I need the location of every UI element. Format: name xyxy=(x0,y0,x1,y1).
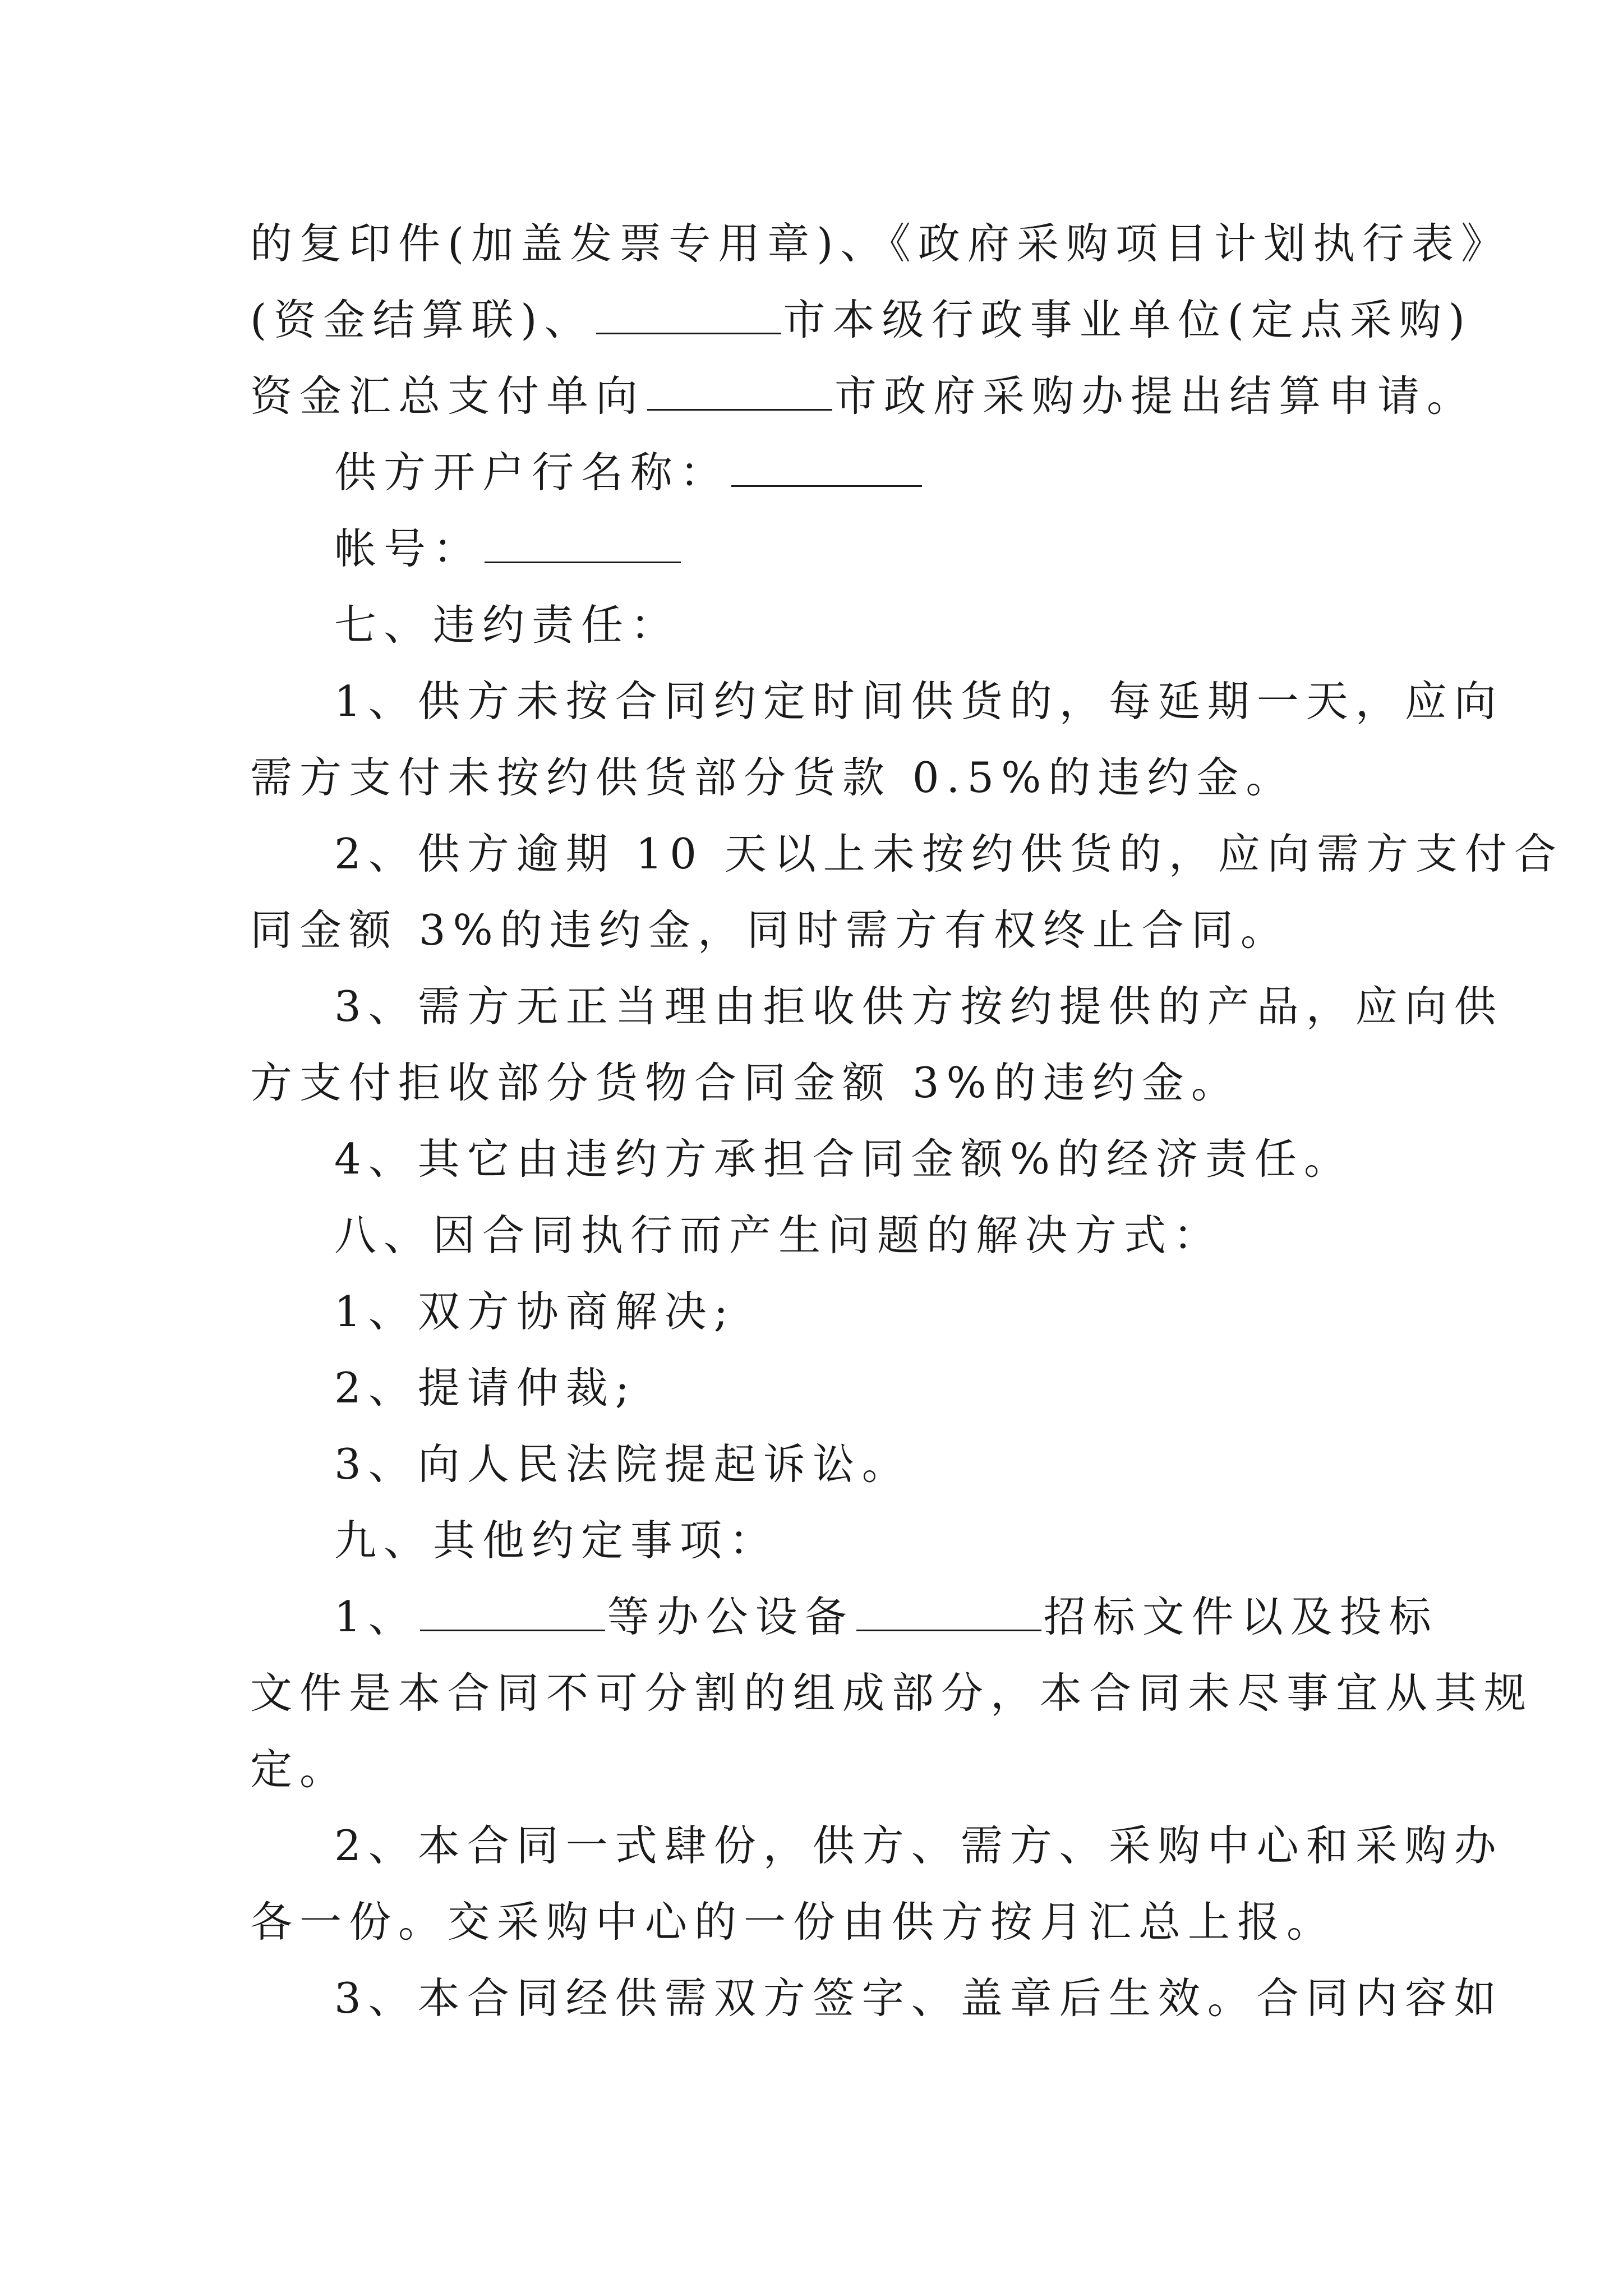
text-span: 资金汇总支付单向 xyxy=(250,371,645,421)
text-span: 2、提请仲裁; xyxy=(334,1363,637,1412)
text-line xyxy=(250,1741,349,1797)
fill-in-blank xyxy=(596,292,781,334)
text-line xyxy=(334,978,1504,1034)
fill-in-blank xyxy=(647,369,832,411)
text-span: 等办公设备 xyxy=(607,1592,854,1641)
text-line xyxy=(250,749,1295,806)
text-line xyxy=(334,673,1504,729)
text-line xyxy=(250,292,1472,348)
text-span: 3、需方无正当理由拒收供方按约提供的产品，应向供 xyxy=(334,982,1504,1031)
text-line xyxy=(250,1665,1533,1721)
text-line xyxy=(250,215,1510,272)
text-span: 3、本合同经供需双方签字、盖章后生效。合同内容如 xyxy=(334,1973,1504,2023)
text-line xyxy=(334,1283,735,1340)
fill-in-blank xyxy=(420,1589,605,1631)
section-heading xyxy=(334,597,680,653)
text-span: 同金额 3%的违约金，同时需方有权终止合同。 xyxy=(250,905,1290,955)
text-line xyxy=(334,1818,1504,1874)
text-span: 2、供方逾期 10 天以上未按约供货的，应向需方支付合 xyxy=(334,829,1564,878)
text-line xyxy=(334,444,924,500)
text-line xyxy=(334,1131,1353,1187)
text-span: 1、双方协商解决; xyxy=(334,1287,735,1336)
text-span: 1、供方未按合同约定时间供货的，每延期一天，应向 xyxy=(334,677,1504,726)
text-line xyxy=(334,1360,637,1416)
text-line xyxy=(250,368,1476,424)
text-span: (资金结算联)、 xyxy=(250,295,594,344)
text-span: 文件是本合同不可分割的组成部分，本合同未尽事宜从其规 xyxy=(250,1668,1534,1718)
text-span: 七、违约责任： xyxy=(334,600,680,650)
text-span: 定。 xyxy=(250,1745,349,1794)
fill-in-blank xyxy=(856,1589,1041,1631)
text-line xyxy=(334,1970,1504,2026)
text-line xyxy=(334,1589,1438,1645)
text-span: 供方开户行名称： xyxy=(334,448,730,497)
section-heading xyxy=(334,1207,1223,1263)
text-span: 九、其他约定事项： xyxy=(334,1516,779,1565)
section-heading xyxy=(334,1512,778,1568)
text-line xyxy=(334,826,1564,882)
text-span: 市政府采购办提出结算申请。 xyxy=(834,371,1477,421)
text-span: 3、向人民法院提起诉讼。 xyxy=(334,1439,911,1489)
text-span: 帐号： xyxy=(334,524,483,573)
text-span: 需方支付未按约供货部分货款 0.5%的违约金。 xyxy=(250,753,1295,802)
text-span: 各一份。交采购中心的一份由供方按月汇总上报。 xyxy=(250,1897,1336,1947)
text-span: 1、 xyxy=(334,1592,418,1641)
fill-in-blank xyxy=(485,521,681,563)
text-span: 的复印件(加盖发票专用章)、《政府采购项目计划执行表》 xyxy=(250,219,1511,268)
text-line xyxy=(334,1436,911,1492)
text-span: 4、其它由违约方承担合同金额%的经济责任。 xyxy=(334,1134,1353,1184)
text-line xyxy=(334,521,683,577)
text-span: 八、因合同执行而产生问题的解决方式： xyxy=(334,1211,1223,1260)
text-span: 招标文件以及投标 xyxy=(1043,1592,1438,1641)
text-span: 2、本合同一式肆份，供方、需方、采购中心和采购办 xyxy=(334,1821,1504,1870)
text-span: 方支付拒收部分货物合同金额 3%的违约金。 xyxy=(250,1058,1241,1107)
text-line xyxy=(250,902,1290,958)
text-span: 市本级行政事业单位(定点采购) xyxy=(783,295,1473,344)
text-line xyxy=(250,1055,1241,1111)
text-line xyxy=(250,1894,1336,1950)
fill-in-blank xyxy=(731,445,922,487)
